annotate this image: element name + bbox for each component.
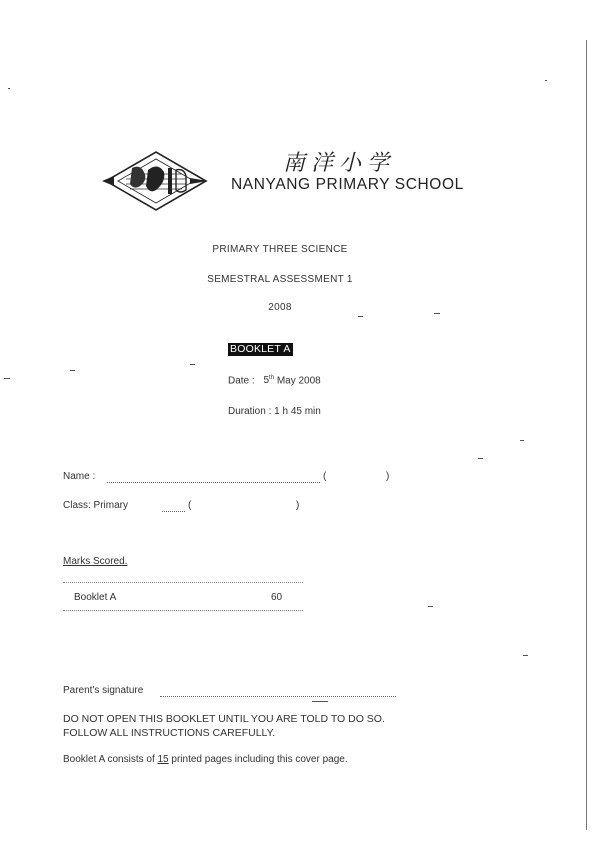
assessment-title: SEMESTRAL ASSESSMENT 1 [207, 274, 353, 285]
scan-speck [4, 378, 10, 379]
name-close-paren: ) [386, 471, 390, 482]
parent-signature-label: Parent's signature [63, 685, 144, 696]
scan-speck [358, 316, 363, 317]
class-label: Class: Primary [63, 500, 129, 511]
marks-heading: Marks Scored. [63, 556, 128, 567]
pages-note-suffix: printed pages including this cover page. [168, 754, 348, 765]
scan-speck [520, 440, 524, 441]
scan-speck [478, 458, 483, 459]
subject-title: PRIMARY THREE SCIENCE [212, 244, 348, 255]
scan-speck [8, 88, 10, 89]
pages-count: 15 [157, 754, 169, 765]
class-open-paren: ( [188, 500, 192, 511]
name-field[interactable] [107, 472, 320, 483]
marks-table-bottom-border [63, 610, 303, 611]
exam-duration: Duration : 1 h 45 min [228, 406, 321, 417]
pages-note [63, 754, 348, 765]
scan-edge-line [586, 40, 587, 830]
name-label: Name : [63, 471, 96, 482]
scan-speck [190, 364, 195, 365]
exam-date [228, 375, 321, 386]
marks-table-top-border [63, 582, 303, 583]
scan-speck [428, 606, 433, 607]
date-suffix: th [269, 375, 275, 381]
warning-line-1: DO NOT OPEN THIS BOOKLET UNTIL YOU ARE TOLD TO DO SO. [63, 713, 385, 725]
school-name: NANYANG PRIMARY SCHOOL [231, 176, 464, 193]
name-open-paren: ( [323, 471, 327, 482]
date-label: Date : [228, 375, 255, 387]
scan-speck [523, 655, 528, 656]
scan-speck [312, 701, 328, 702]
marks-booklet-total: 60 [271, 592, 283, 603]
pages-note-prefix: Booklet A consists of [63, 754, 158, 765]
scan-speck [434, 313, 440, 314]
scan-speck [545, 80, 547, 81]
school-name-chinese: 南洋小学 [283, 151, 396, 176]
parent-signature-field[interactable] [160, 686, 396, 697]
booklet-badge: BOOKLET A [230, 343, 291, 355]
date-day: 5 [263, 375, 270, 387]
assessment-year: 2008 [268, 302, 292, 313]
class-close-paren: ) [296, 500, 300, 511]
class-field[interactable] [162, 501, 185, 512]
marks-booklet-label: Booklet A [74, 592, 117, 603]
date-rest: May 2008 [274, 375, 321, 387]
warning-line-2: FOLLOW ALL INSTRUCTIONS CAREFULLY. [63, 727, 276, 739]
school-logo-icon [100, 150, 212, 212]
scan-speck [70, 370, 75, 371]
